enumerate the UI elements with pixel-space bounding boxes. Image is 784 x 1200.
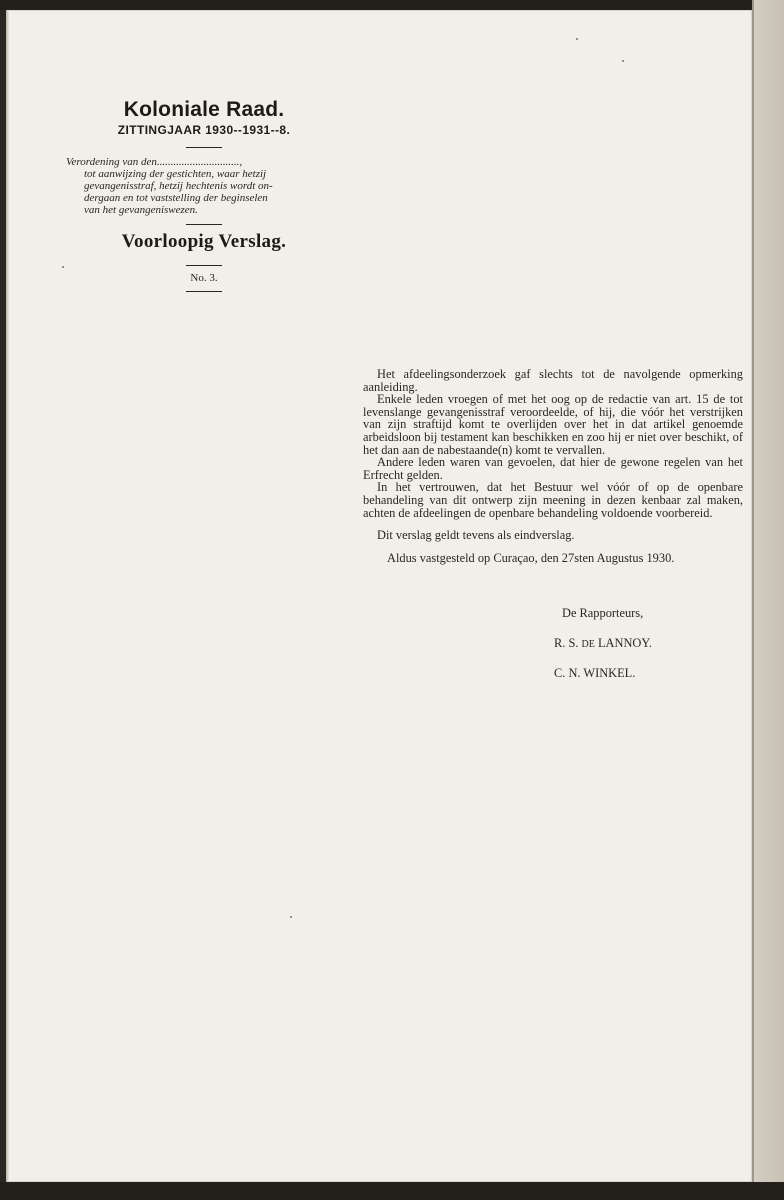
winkel-name: C. N. WINKEL. bbox=[554, 666, 636, 680]
number-divider-top bbox=[186, 265, 222, 266]
adjacent-page-edge bbox=[752, 0, 784, 1200]
rapporteur-winkel bbox=[554, 666, 635, 680]
subject-line: Verordening van den.............................., bbox=[66, 156, 243, 168]
rapporteurs-label: De Rapporteurs, bbox=[562, 606, 644, 620]
paper-speck bbox=[576, 38, 578, 40]
body-paragraph: In het vertrouwen, dat het Bestuur wel vóór of op de openbare behandeling van dit ontwerp zijn meening in dezen kenbaar zal maken, achten de afdeelingen de openbare behandeling voldoende voorbereid. bbox=[363, 480, 743, 520]
report-title: Voorloopig Verslag. bbox=[121, 231, 287, 252]
page-left-edge bbox=[6, 10, 9, 1182]
body-paragraph: Het afdeelingsonderzoek gaf slechts tot de navolgende opmerking aanleiding. bbox=[363, 367, 743, 394]
subject-line: dergaan en tot vaststelling der beginselen bbox=[84, 192, 268, 204]
document-header bbox=[66, 86, 342, 292]
paper-speck bbox=[622, 60, 624, 62]
title-divider bbox=[186, 224, 222, 225]
report-body bbox=[363, 368, 743, 564]
lannoy-surname: LANNOY. bbox=[594, 636, 652, 650]
body-paragraph: Andere leden waren van gevoelen, dat hier de gewone regelen van het Erfrecht gelden. bbox=[363, 455, 743, 482]
document-page bbox=[6, 10, 752, 1182]
paper-speck bbox=[290, 916, 292, 918]
adoption-statement: Aldus vastgesteld op Curaçao, den 27sten Augustus 1930. bbox=[387, 550, 675, 565]
rapporteur-lannoy bbox=[554, 636, 652, 652]
header-divider bbox=[186, 147, 222, 148]
subject-line: van het gevangeniswezen. bbox=[84, 204, 198, 216]
rapporteurs-heading bbox=[562, 606, 643, 620]
scan-bottom-border bbox=[0, 1182, 784, 1200]
subject-line: tot aanwijzing der gestichten, waar hetzij bbox=[84, 168, 267, 180]
lannoy-particle: DE bbox=[581, 639, 595, 650]
session-year: ZITTINGJAAR 1930--1931--8. bbox=[117, 123, 291, 137]
lannoy-initials: R. S. bbox=[554, 636, 582, 650]
report-number: No. 3. bbox=[190, 272, 218, 284]
final-report-note: Dit verslag geldt tevens als eindverslag. bbox=[377, 528, 575, 543]
council-name: Koloniale Raad. bbox=[123, 98, 285, 121]
subject-line: gevangenisstraf, hetzij hechtenis wordt on- bbox=[84, 180, 273, 192]
paper-speck bbox=[62, 266, 64, 268]
number-divider-bottom bbox=[186, 291, 222, 292]
body-paragraph: Enkele leden vroegen of met het oog op de redactie van art. 15 de tot levenslange gevangenisstraf veroordeelde, of hij, die vóór het verstrijken van zijn straftijd komt te overlijden over het in dat artikel genoemde arbeidsloon bij testament kan beschikken en zoo hij er niet over beschikt, of het dan aan de nabestaande(n) komt te vervallen. bbox=[363, 392, 743, 457]
ordinance-subject bbox=[66, 156, 342, 216]
scan-top-border bbox=[0, 0, 784, 10]
